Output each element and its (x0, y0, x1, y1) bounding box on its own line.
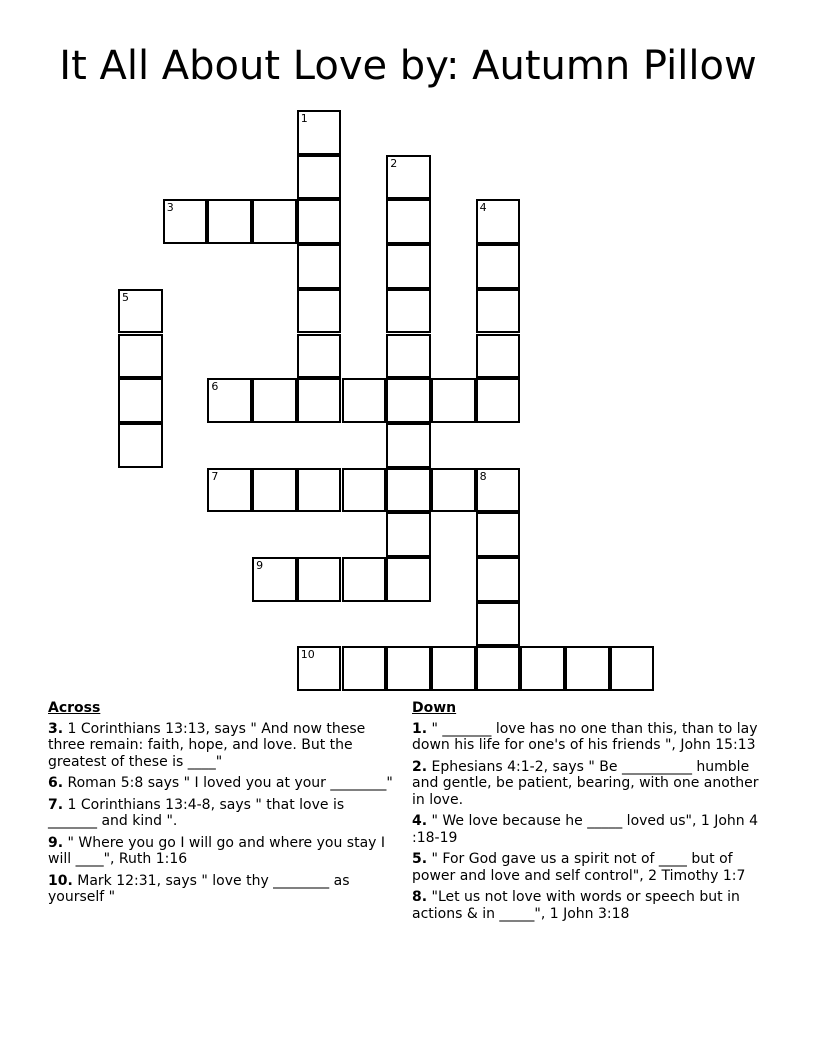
grid-cell[interactable] (386, 378, 431, 423)
clue-text: " Where you go I will go and where you stay I will ____", Ruth 1:16 (48, 834, 386, 867)
grid-cell[interactable] (297, 289, 342, 334)
grid-cell[interactable] (476, 244, 521, 289)
cell-number: 4 (479, 201, 487, 215)
clue-text: Ephesians 4:1-2, says " Be __________ humble and gentle, be patient, bearing, with one another in love. (412, 758, 759, 808)
clue-across-3 (48, 721, 393, 771)
grid-cell[interactable] (252, 468, 297, 513)
grid-cell[interactable] (207, 378, 252, 423)
grid-cell[interactable] (118, 423, 163, 468)
clue-text: " We love because he _____ loved us", 1 John 4 :18-19 (412, 813, 759, 846)
clue-number: 6. (48, 775, 64, 791)
grid-cell[interactable] (297, 334, 342, 379)
grid-cell[interactable] (342, 378, 387, 423)
clue-text: " For God gave us a spirit not of ____ but of power and love and self control", 2 Timothy 1:7 (412, 851, 746, 884)
grid-cell[interactable] (342, 557, 387, 602)
clue-number: 10. (48, 872, 73, 889)
clue-text: 1 Corinthians 13:13, says " And now these three remain: faith, hope, and love. But the greatest of these is ____" (48, 720, 366, 770)
down-clues (412, 700, 767, 927)
grid-cell[interactable] (476, 378, 521, 423)
grid-cell[interactable] (520, 646, 565, 691)
grid-cell[interactable] (476, 602, 521, 647)
grid-cell[interactable] (252, 378, 297, 423)
grid-cell[interactable] (476, 334, 521, 379)
grid-cell[interactable] (386, 334, 431, 379)
grid-cell[interactable] (476, 557, 521, 602)
grid-cell[interactable] (386, 155, 431, 200)
clue-down-1 (412, 721, 767, 754)
clue-number: 1. (412, 720, 428, 737)
clue-across-7 (48, 797, 393, 830)
grid-cell[interactable] (342, 646, 387, 691)
grid-cell[interactable] (297, 244, 342, 289)
grid-cell[interactable] (297, 468, 342, 513)
grid-cell[interactable] (386, 468, 431, 513)
grid-cell[interactable] (476, 199, 521, 244)
clue-text: Mark 12:31, says " love thy ________ as yourself " (48, 872, 350, 905)
grid-cell[interactable] (252, 199, 297, 244)
grid-cell[interactable] (297, 646, 342, 691)
clue-number: 5. (412, 851, 428, 867)
grid-cell[interactable] (431, 378, 476, 423)
grid-cell[interactable] (386, 646, 431, 691)
clue-number: 7. (48, 796, 64, 813)
grid-cell[interactable] (163, 199, 208, 244)
grid-cell[interactable] (118, 289, 163, 334)
grid-cell[interactable] (476, 468, 521, 513)
grid-cell[interactable] (297, 199, 342, 244)
clue-down-5 (412, 851, 767, 884)
clue-text: " _______ love has no one than this, than to lay down his life for one's of his friends ", John 15:13 (412, 720, 758, 753)
clue-down-4 (412, 813, 767, 846)
grid-cell[interactable] (297, 110, 342, 155)
across-clues (48, 700, 393, 911)
cell-number: 9 (256, 559, 264, 572)
grid-cell[interactable] (297, 378, 342, 423)
grid-cell[interactable] (431, 468, 476, 513)
grid-cell[interactable] (565, 646, 610, 691)
grid-cell[interactable] (386, 557, 431, 602)
cell-number: 7 (211, 469, 219, 483)
grid-cell[interactable] (252, 557, 297, 602)
clue-number: 3. (48, 720, 64, 737)
down-heading: Down (412, 700, 457, 716)
clue-number: 8. (412, 889, 428, 905)
clue-text: "Let us not love with words or speech but in actions & in _____", 1 John 3:18 (412, 889, 740, 922)
clue-number: 9. (48, 834, 64, 851)
grid-cell[interactable] (118, 378, 163, 423)
clue-across-9 (48, 835, 393, 868)
clue-number: 4. (412, 813, 428, 829)
across-heading: Across (48, 700, 101, 716)
grid-cell[interactable] (297, 557, 342, 602)
grid-cell[interactable] (386, 512, 431, 557)
grid-cell[interactable] (297, 155, 342, 200)
cell-number: 5 (122, 290, 129, 304)
grid-cell[interactable] (431, 646, 476, 691)
grid-cell[interactable] (476, 646, 521, 691)
grid-cell[interactable] (207, 199, 252, 244)
grid-cell[interactable] (386, 244, 431, 289)
cell-number: 10 (300, 648, 315, 662)
grid-cell[interactable] (342, 468, 387, 513)
grid-cell[interactable] (610, 646, 655, 691)
grid-cell[interactable] (476, 512, 521, 557)
clue-text: 1 Corinthians 13:4-8, says " that love is _______ and kind ". (48, 796, 345, 829)
clue-down-8 (412, 889, 767, 922)
puzzle-title: It All About Love by: Autumn Pillow (59, 43, 757, 89)
cell-number: 1 (300, 112, 308, 125)
clue-across-10 (48, 873, 393, 906)
grid-cell[interactable] (386, 199, 431, 244)
grid-cell[interactable] (386, 423, 431, 468)
clue-number: 2. (412, 758, 428, 775)
cell-number: 8 (479, 469, 487, 483)
clue-across-6 (48, 775, 393, 792)
grid-cell[interactable] (386, 289, 431, 334)
clue-text: Roman 5:8 says " I loved you at your ________" (63, 775, 393, 791)
cell-number: 3 (166, 201, 174, 215)
grid-cell[interactable] (118, 334, 163, 379)
cell-number: 2 (390, 156, 398, 170)
clue-down-2 (412, 759, 767, 809)
grid-cell[interactable] (476, 289, 521, 334)
cell-number: 6 (211, 380, 219, 394)
grid-cell[interactable] (207, 468, 252, 513)
